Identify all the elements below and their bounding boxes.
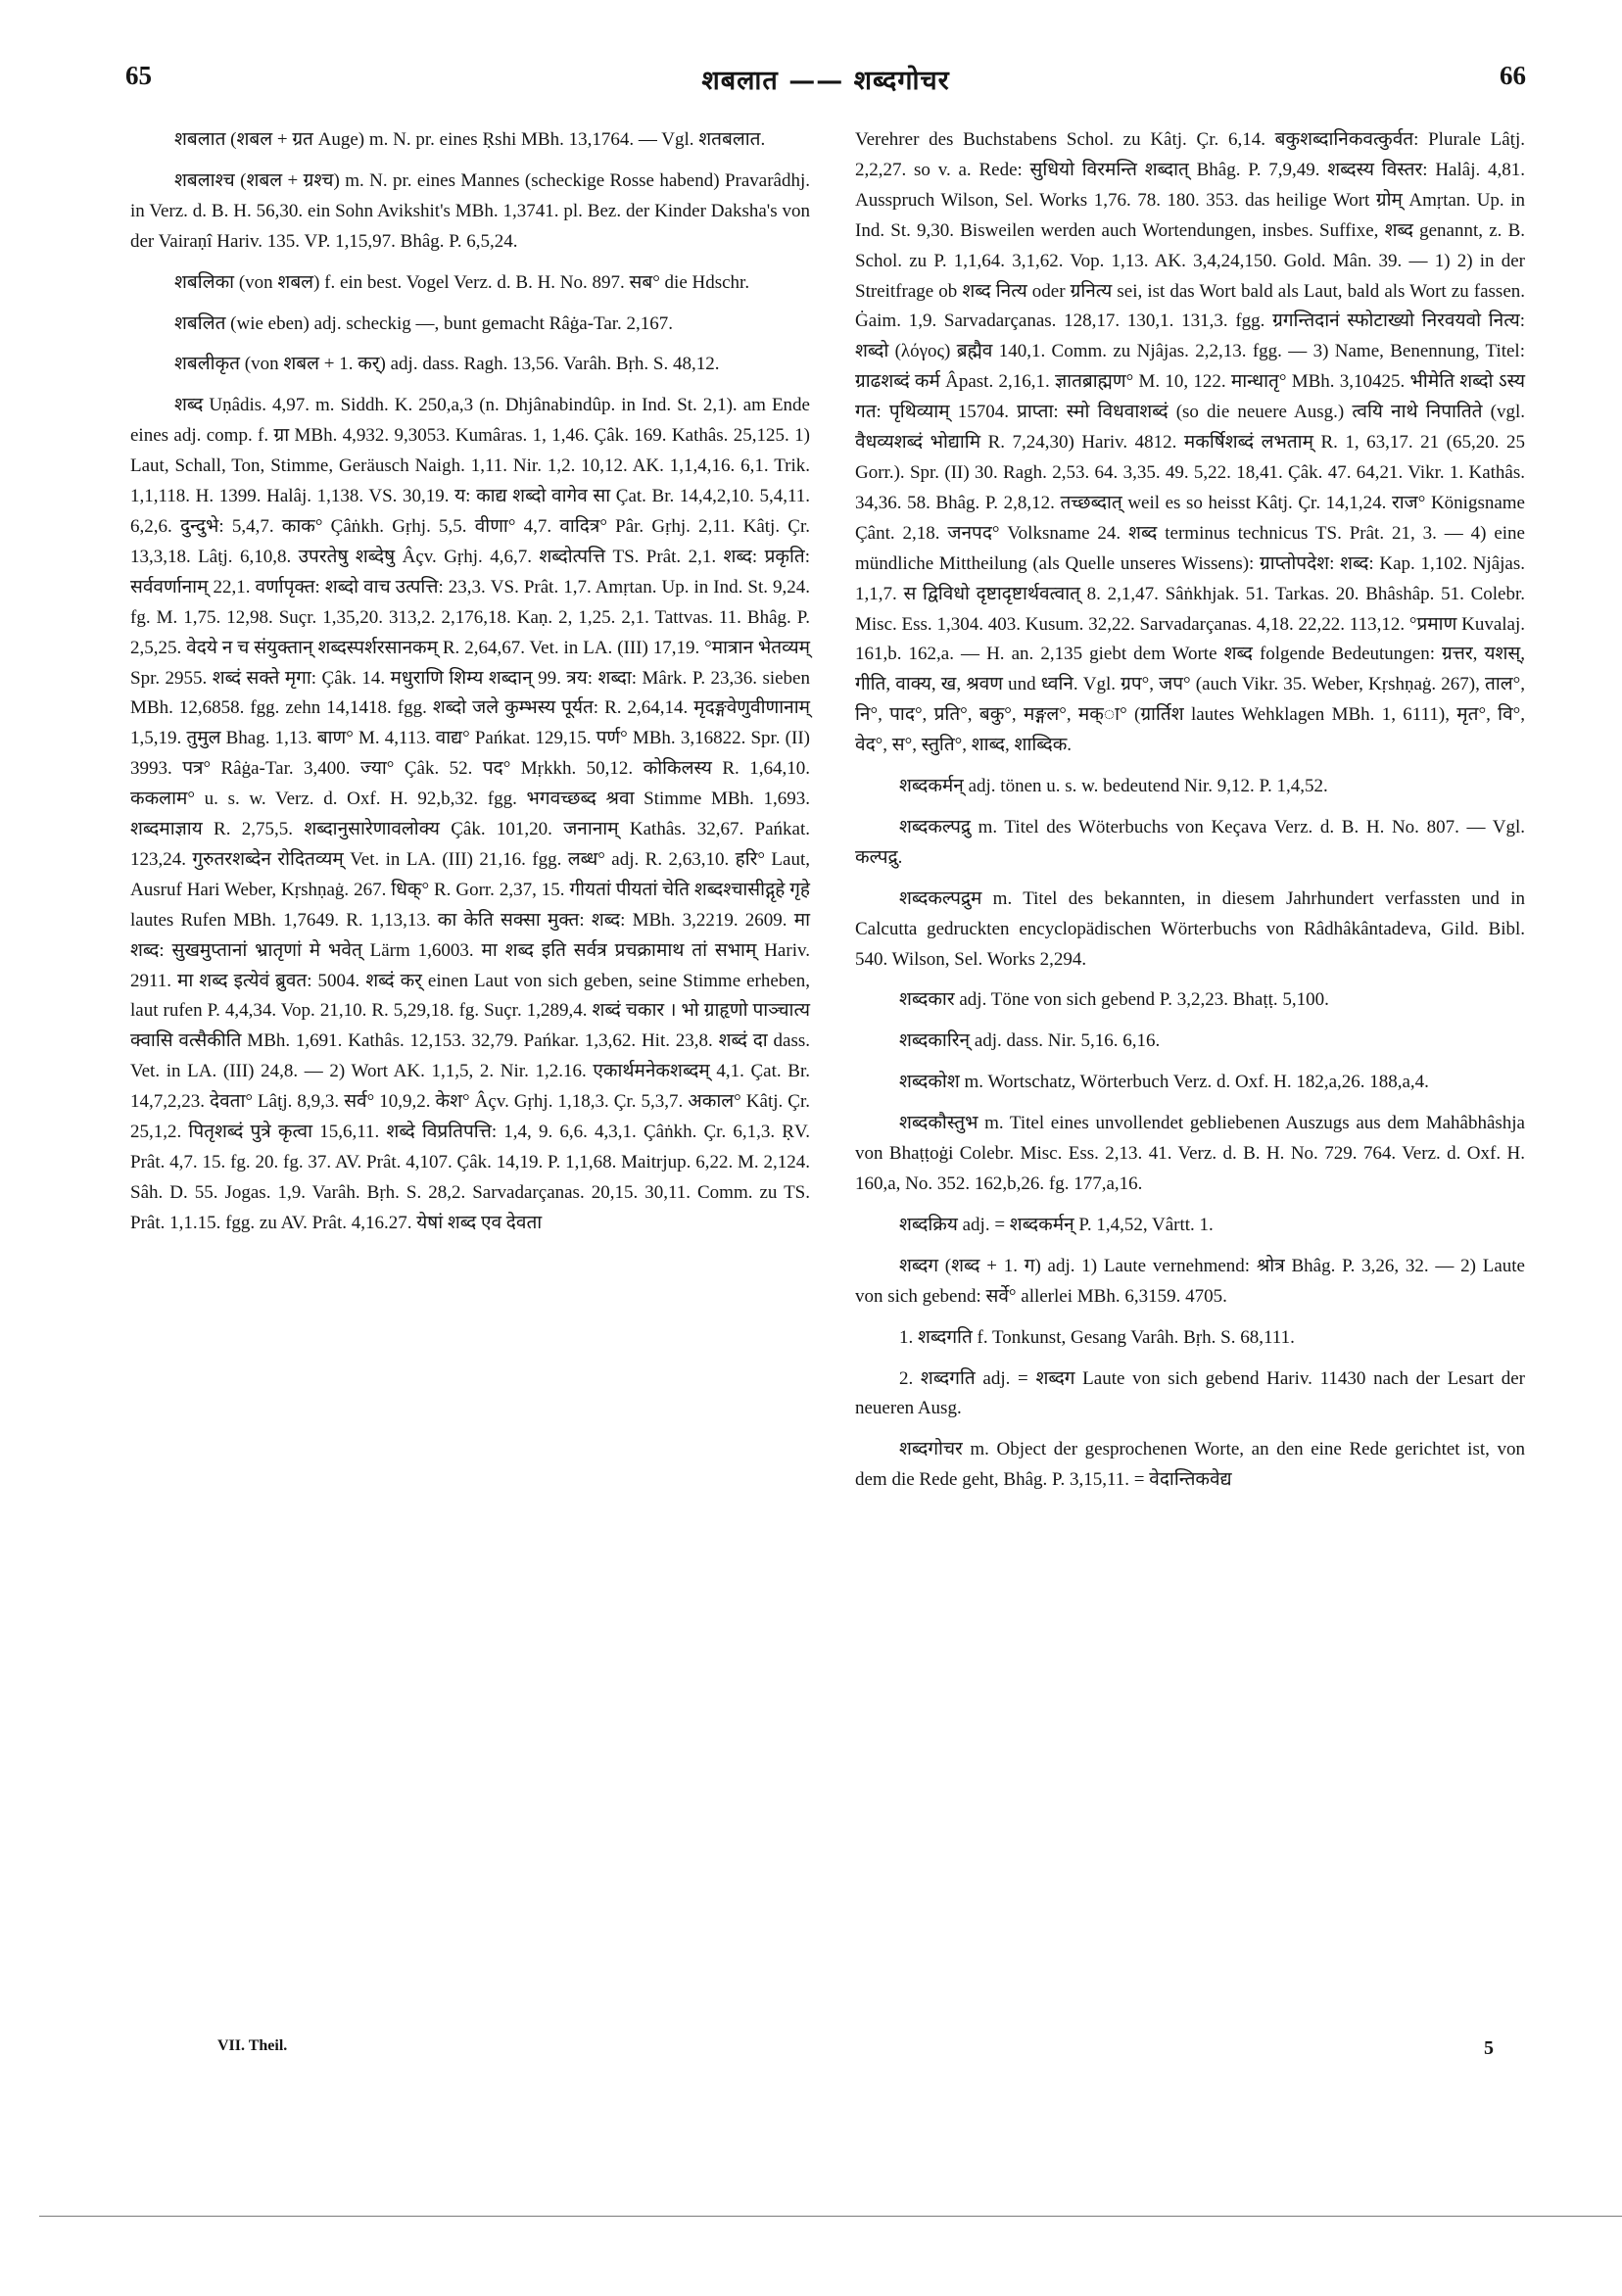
right-column bbox=[855, 125, 1525, 1507]
dictionary-entry: शब्दक्रिय adj. = शब्दकर्मन् P. 1,4,52, Vârtt. 1. bbox=[899, 1214, 1214, 1235]
dictionary-entry: शब्दग (शब्द + 1. ग) adj. 1) Laute vernehmend: श्रोत्र Bhâg. P. 3,26, 32. — 2) Laute von sich gebend: सर्वे° allerlei MBh. 6,3159. 4705. bbox=[855, 1255, 1525, 1307]
dictionary-entry: शब्दकल्पद्रु m. Titel des Wöterbuchs von Keçava Verz. d. B. H. No. 807. — Vgl. कल्पद्रु. bbox=[855, 816, 1525, 868]
sheet-signature: 5 bbox=[1484, 2037, 1494, 2059]
dictionary-entry: शब्दगोचर m. Object der gesprochenen Worte, an den eine Rede gerichtet ist, von dem die Rede geht, Bhâg. P. 3,15,11. = वेदान्तिकवेद्य bbox=[855, 1439, 1525, 1491]
dictionary-entry: शबलात (शबल + ग्रत Auge) m. N. pr. eines Ṛshi MBh. 13,1764. — Vgl. शतबलात. bbox=[174, 129, 766, 150]
dictionary-entry: 2. शब्दगति adj. = शब्दग Laute von sich gebend Hariv. 11430 nach der Lesart der neueren Ausg. bbox=[855, 1367, 1525, 1419]
bottom-rule bbox=[39, 2216, 1622, 2217]
dictionary-entry: शबलिका (von शबल) f. ein best. Vogel Verz. d. B. H. No. 897. सब° die Hdschr. bbox=[174, 271, 750, 293]
dictionary-entry: शब्द Uṇâdis. 4,97. m. Siddh. K. 250,a,3 (n. Dhjânabindûp. in Ind. St. 2,1). am Ende eines adj. comp. f. ग्रा MBh. 4,932. 9,3053. Kumâras. 1, 1,46. Çâk. 169. Kathâs. 25,125. 1) Laut, Schall, Ton, Stimme, Geräusch Naigh. 1,11. Nir. 1,2. 10,12. AK. 1,1,4,16. 6,1. Trik. 1,1,118. H. 1399. Halâj. 1,138. VS. 30,19. य: काद्य शब्दो वागेव सा Çat. Br. 14,4,2,10. 5,4,11. 6,2,6. दुन्दुभे: 5,4,7. काक° Çâṅkh. Gṛhj. 5,5. वीणा° 4,7. वादित्र° Pâr. Gṛhj. 2,11. Kâtj. Çr. 13,3,18. Lâṭj. 6,10,8. उपरतेषु शब्देषु Âçv. Gṛhj. 4,6,7. शब्दोत्पत्ति TS. Prât. 2,1. शब्द: प्रकृति: सर्ववर्णानाम् 22,1. वर्णापृक्त: शब्दो वाच उत्पत्ति: 23,3. VS. Prât. 1,7. Amṛtan. Up. in Ind. St. 9,24. fg. M. 1,75. 12,98. Suçr. 1,35,20. 313,2. 2,176,18. Kaṇ. 2, 1,25. 2,1. Tattvas. 11. Bhâg. P. 2,5,25. वेदये न च संयुक्तान् शब्दस्पर्शरसानकम् R. 2,64,67. Vet. in LA. (III) 17,19. °मात्रान भेतव्यम् Spr. 2955. शब्दं सक्ते मृगा: Çâk. 14. मधुराणि शिम्य शब्दान् 99. त्रय: शब्दा: Mârk. P. 23,36. sieben MBh. 12,6858. fgg. zehn 14,1418. fgg. शब्दो जले कुम्भस्य पूर्यत: R. 2,64,14. मृदङ्गवेणुवीणानाम् 1,5,19. तुमुल Bhag. 1,13. बाण° M. 4,113. वाद्य° Pańkat. 129,15. पर्ण° MBh. 3,16822. Spr. (II) 3993. पत्र° Râġa-Tar. 3,400. ज्या° Çâk. 52. पद° Mṛkkh. 50,12. कोकिलस्य R. 1,64,10. ककलाम° u. s. w. Verz. d. Oxf. H. 92,b,32. fgg. भगवच्छब्द श्रवा Stimme MBh. 1,693. शब्दमाज्ञाय R. 2,75,5. शब्दानुसारेणावलोक्य Çâk. 101,20. जनानाम् Kathâs. 32,67. Pańkat. 123,24. गुरुतरशब्देन रोदितव्यम् Vet. in LA. (III) 21,16. fgg. लब्ध° adj. R. 2,63,10. हरि° Laut, Ausruf Hari Weber, Kṛshṇaġ. 267. धिक्° R. Gorr. 2,37, 15. गीयतां पीयतां चेति शब्दश्चासीद्गृहे गृहे lautes Rufen MBh. 1,7649. R. 1,13,13. का केति सक्सा मुक्त: शब्द: MBh. 3,2219. 2609. मा शब्द: सुखमुप्तानां भ्रातृणां मे भवेत् Lärm 1,6003. मा शब्द इति सर्वत्र प्रचक्रामाथ तां सभाम् Hariv. 2911. मा शब्द इत्येवं ब्रुवत: 5004. शब्दं कर् einen Laut von sich geben, seine Stimme erheben, laut rufen P. 4,4,34. Vop. 21,10. R. 5,29,18. fg. Suçr. 1,289,4. शब्दं चकार । भो ग्राहृणो पाञ्चात्य क्वासि वत्सैकीति MBh. 1,691. Kathâs. 12,153. 32,79. Pańkar. 1,3,62. Hit. 23,8. शब्दं दा dass. Vet. in LA. (III) 24,8. — 2) Wort AK. 1,1,5, 2. Nir. 1,2.16. एकार्थमनेकशब्दम् 4,1. Çat. Br. 14,7,2,23. देवता° Lâṭj. 8,9,3. सर्व° 10,9,2. केश° Âçv. Gṛhj. 1,18,3. Çr. 5,3,7. अकाल° Kâtj. Çr. 25,1,2. पितृशब्दं पुत्रे कृत्वा 15,6,11. शब्दे विप्रतिपत्ति: 1,4, 9. 6,6. 4,3,1. Çâṅkh. Çr. 6,1,3. ṚV. Prât. 4,7. 15. fg. 20. fg. 37. AV. Prât. 4,107. Çâk. 14,19. P. 1,1,68. Maitrjup. 6,22. M. 2,124. Sâh. D. 55. Jogas. 1,9. Varâh. Bṛh. S. 28,2. Sarvadarçanas. 20,15. 30,11. Comm. zu TS. Prât. 1,1.15. fgg. zu AV. Prât. 4,16.27. येषां शब्द एव देवता bbox=[130, 395, 810, 1233]
dictionary-entry: शब्दकौस्तुभ m. Titel eines unvollendet gebliebenen Auszugs aus dem Mahâbhâshja von Bhaṭṭoġi Colebr. Misc. Ess. 2,13. 41. Verz. d. B. H. No. 729. 764. Verz. d. Oxf. H. 160,a, No. 352. 162,b,26. fg. 177,a,16. bbox=[855, 1113, 1525, 1194]
dictionary-entry: शब्दकल्पद्रुम m. Titel des bekannten, in diesem Jahrhundert verfassten und in Calcutta gedruckten encyclopädischen Wörterbuchs von Râdhâkântadeva, Gild. Bibl. 540. Wilson, Sel. Works 2,294. bbox=[855, 887, 1525, 970]
dictionary-entry: शब्दकारिन् adj. dass. Nir. 5,16. 6,16. bbox=[899, 1030, 1161, 1052]
dictionary-entry: शब्दकार adj. Töne von sich gebend P. 3,2,23. Bhaṭṭ. 5,100. bbox=[899, 989, 1329, 1011]
dictionary-entry: शब्दकर्मन् adj. tönen u. s. w. bedeutend Nir. 9,12. P. 1,4,52. bbox=[899, 776, 1328, 797]
left-column bbox=[130, 125, 810, 1250]
page-number-right: 66 bbox=[1500, 61, 1526, 90]
volume-signature: VII. Theil. bbox=[217, 2037, 288, 2054]
dictionary-entry: शबलीकृत (von शबल + 1. कर्) adj. dass. Ragh. 13,56. Varâh. Bṛh. S. 48,12. bbox=[174, 354, 720, 375]
dictionary-entry: Verehrer des Buchstabens Schol. zu Kâtj. Çr. 6,14. बकुशब्दानिकवत्कुर्वत: Plurale Lâṭj. 2,2,27. so v. a. Rede: सुधियो विरमन्ति शब्दात् Bhâg. P. 7,9,49. शब्दस्य विस्तर: Halâj. 4,81. Ausspruch Wilson, Sel. Works 1,76. 78. 180. 353. das heilige Wort ग्रोम् Amṛtan. Up. in Ind. St. 9,30. Bisweilen werden auch Wortendungen, insbes. Suffixe, शब्द genannt, z. B. Schol. zu P. 1,1,64. 3,1,62. Vop. 1,13. AK. 3,4,24,150. Gold. Mân. 39. — 1) 2) in der Streitfrage ob शब्द नित्य oder ग्रनित्य sei, ist das Wort bald als Laut, bald als Wort zu fassen. Ġaim. 1,9. Sarvadarçanas. 128,17. 130,1. 131,3. fgg. ग्रगन्तिदानं स्फोटाख्यो निरवयवो नित्य: शब्दो (λόγος) ब्रह्मैव 140,1. Comm. zu Njâjas. 2,2,13. fgg. — 3) Name, Benennung, Titel: ग्राढशब्दं कर्म Âpast. 2,16,1. ज्ञातब्राह्मण° M. 10, 122. मान्धातृ° MBh. 3,10425. भीमेति शब्दो ऽस्य गत: पृथिव्याम् 15704. प्राप्ता: स्मो विधवाशब्दं (so die neuere Ausg.) त्वयि नाथे निपातिते (vgl. वैधव्यशब्दं भोद्यामि R. 7,24,30) Hariv. 4812. मकर्षिशब्दं लभताम् R. 1, 63,17. 21 (65,20. 25 Gorr.). Spr. (II) 30. Ragh. 2,53. 64. 3,35. 49. 5,22. 18,41. Çâk. 47. 64,21. Vikr. 1. Kathâs. 34,36. 58. Bhâg. P. 2,8,12. तच्छब्दात् weil es so heisst Kâtj. Çr. 14,1,24. राज° Königsname Çânt. 2,18. जनपद° Volksname 24. शब्द terminus technicus TS. Prât. 21, 3. — 4) eine mündliche Mittheilung (als Quelle unseres Wissens): ग्राप्तोपदेश: शब्द: Kap. 1,102. Njâjas. 1,1,7. स द्विविधो दृष्टादृष्टार्थवत्वात् 8. 2,1,47. Sâṅkhjak. 51. Tarkas. 20. Bhâshâp. 51. Colebr. Misc. Ess. 1,304. 403. Kusum. 32,22. Sarvadarçanas. 4,18. 22,22. 113,12. °प्रमाण Kuvalaj. 161,b. 162,a. — H. an. 2,135 giebt dem Worte शब्द folgende Bedeutungen: ग्रत्तर, यशस्, गीति, वाक्य, ख, श्रवण und ध्वनि. Vgl. ग्रप°, जप° (auch Vikr. 35. Weber, Kṛshṇaġ. 267), ताल°, नि°, पाद°, प्रति°, बकु°, मङ्गल°, मक्ा° (ग्रार्तिश lautes Wehklagen MBh. 1, 6111), मृत°, वि°, वेद°, स°, स्तुति°, शाब्द, शाब्दिक. bbox=[855, 129, 1525, 756]
page-number-left: 65 bbox=[125, 61, 152, 90]
dictionary-entry: शब्दकोश m. Wortschatz, Wörterbuch Verz. d. Oxf. H. 182,a,26. 188,a,4. bbox=[899, 1072, 1429, 1093]
page-header bbox=[125, 61, 1526, 100]
dictionary-entry: शबलाश्च (शबल + ग्रश्च) m. N. pr. eines Mannes (scheckige Rosse habend) Pravarâdhj. in Verz. d. B. H. 56,30. ein Sohn Avikshit's MBh. 1,3741. pl. Bez. der Kinder Daksha's von der Vairaṇî Hariv. 135. VP. 1,15,97. Bhâg. P. 6,5,24. bbox=[130, 169, 810, 252]
dictionary-entry: 1. शब्दगति f. Tonkunst, Gesang Varâh. Bṛh. S. 68,111. bbox=[899, 1326, 1295, 1348]
dictionary-entry: शबलित (wie eben) adj. scheckig —, bunt gemacht Râġa-Tar. 2,167. bbox=[174, 312, 674, 334]
running-title: शबलात —— शब्दगोचर bbox=[701, 66, 950, 96]
